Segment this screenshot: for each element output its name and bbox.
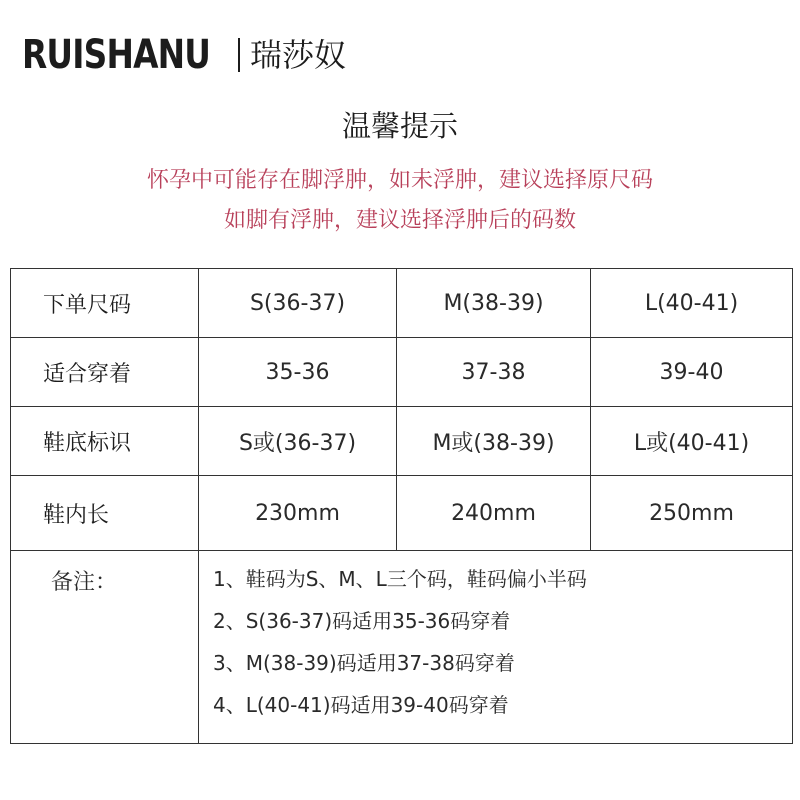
table-cell: L(40-41) xyxy=(591,269,793,338)
row-label: 适合穿着 xyxy=(11,338,199,407)
table-row-sole-mark xyxy=(11,407,793,476)
notes-label: 备注： xyxy=(11,551,199,744)
table-cell: 230mm xyxy=(199,476,397,551)
table-row-fit-size xyxy=(11,338,793,407)
table-cell: 39-40 xyxy=(591,338,793,407)
notes-body xyxy=(199,551,793,744)
note-line-2: 2、S(36-37)码适用35-36码穿着 xyxy=(213,609,511,633)
table-row-notes xyxy=(11,551,793,744)
table-cell: 35-36 xyxy=(199,338,397,407)
table-cell: M(38-39) xyxy=(397,269,591,338)
note-line-3: 3、M(38-39)码适用37-38码穿着 xyxy=(213,651,515,675)
table-cell: M或(38-39) xyxy=(397,407,591,476)
table-row-inner-length xyxy=(11,476,793,551)
table-cell: 250mm xyxy=(591,476,793,551)
table-cell: 240mm xyxy=(397,476,591,551)
table-row-order-size xyxy=(11,269,793,338)
notice-line-2: 如脚有浮肿，建议选择浮肿后的码数 xyxy=(223,208,576,233)
brand-name-cn: 瑞莎奴 xyxy=(250,36,347,74)
notice-line-1: 怀孕中可能存在脚浮肿，如未浮肿，建议选择原尺码 xyxy=(146,168,653,193)
size-chart-table xyxy=(10,268,793,744)
row-label: 下单尺码 xyxy=(11,269,199,338)
row-label: 鞋底标识 xyxy=(11,407,199,476)
brand-name-en: RUISHANU xyxy=(22,32,211,78)
brand-logo xyxy=(22,30,347,80)
note-line-4: 4、L(40-41)码适用39-40码穿着 xyxy=(213,693,509,717)
table-cell: L或(40-41) xyxy=(591,407,793,476)
row-label: 鞋内长 xyxy=(11,476,199,551)
note-line-1: 1、鞋码为S、M、L三个码，鞋码偏小半码 xyxy=(213,567,587,591)
table-cell: S或(36-37) xyxy=(199,407,397,476)
notice-title: 温馨提示 xyxy=(341,109,458,143)
table-cell: 37-38 xyxy=(397,338,591,407)
brand-divider xyxy=(238,38,240,72)
table-cell: S(36-37) xyxy=(199,269,397,338)
